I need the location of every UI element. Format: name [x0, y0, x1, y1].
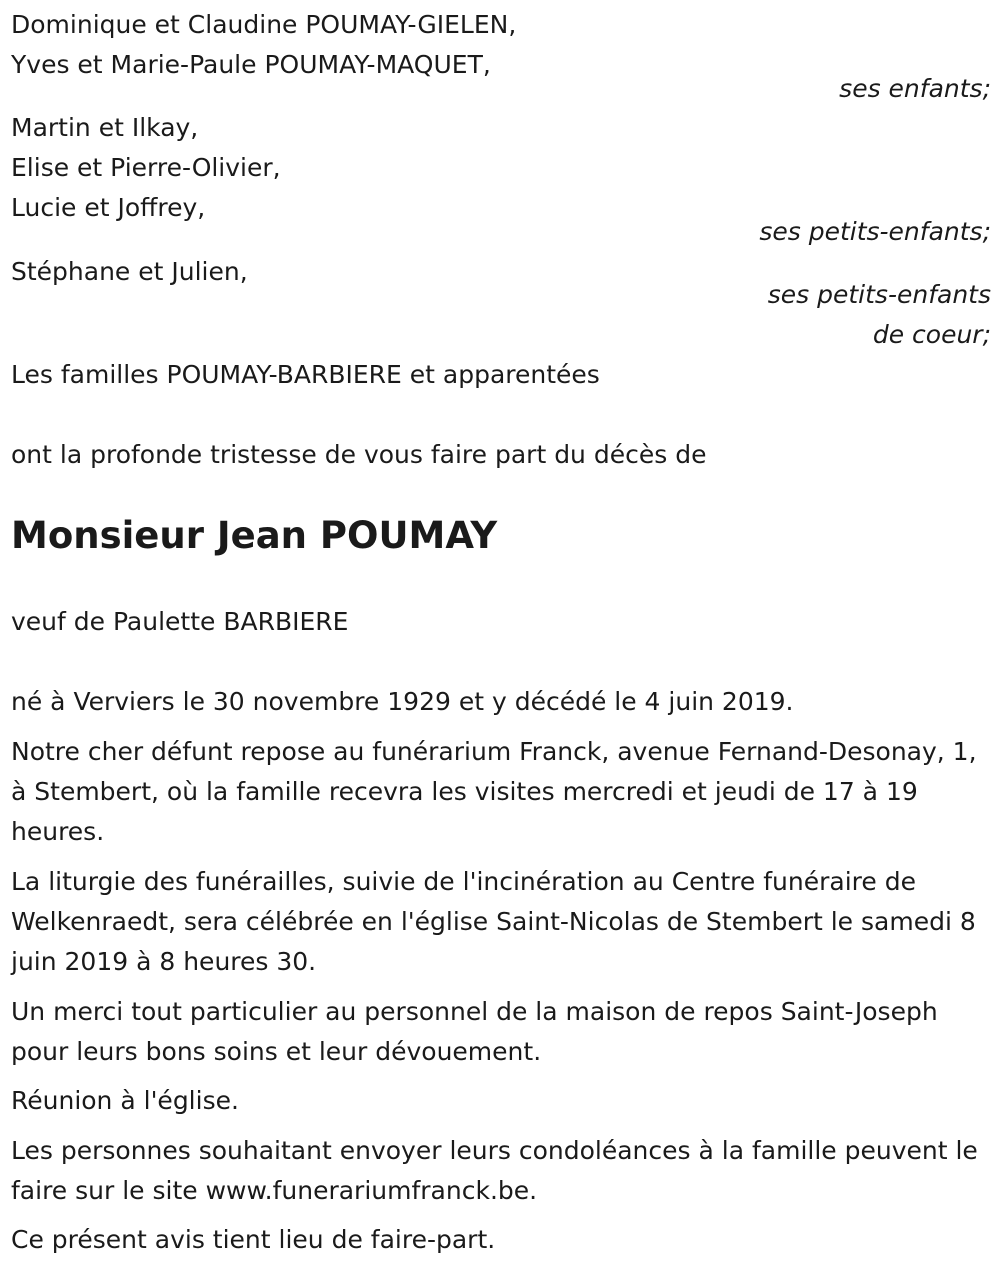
children-role: ses enfants; — [839, 74, 991, 103]
families-line: Les familles POUMAY-BARBIERE et apparentées — [11, 360, 600, 389]
heart-grandchildren-role-continued: de coeur; — [872, 320, 991, 349]
condolences-paragraph: Les personnes souhaitant envoyer leurs condoléances à la famille peuvent le faire sur le site www.funerariumfranck.be. — [11, 1136, 978, 1205]
grandchild-name: Martin et Ilkay, — [11, 113, 199, 142]
meeting-paragraph: Réunion à l'église. — [11, 1086, 239, 1115]
closing-paragraph: Ce présent avis tient lieu de faire-part. — [11, 1225, 496, 1254]
grandchild-name: Elise et Pierre-Olivier, — [11, 153, 281, 182]
deceased-name: Monsieur Jean POUMAY — [11, 514, 498, 557]
widower-line: veuf de Paulette BARBIERE — [11, 607, 349, 636]
heart-grandchildren-role: ses petits-enfants — [767, 280, 991, 309]
child-name: Dominique et Claudine POUMAY-GIELEN, — [11, 10, 517, 39]
grandchildren-role: ses petits-enfants; — [759, 217, 991, 246]
funerarium-paragraph: Notre cher défunt repose au funérarium Franck, avenue Fernand-Desonay, 1, à Stembert, où la famille recevra les visites mercredi et jeudi de 17 à 19 heures. — [11, 737, 977, 846]
birth-death-line: né à Verviers le 30 novembre 1929 et y décédé le 4 juin 2019. — [11, 687, 794, 716]
grandchild-name: Lucie et Joffrey, — [11, 193, 206, 222]
thanks-paragraph: Un merci tout particulier au personnel de la maison de repos Saint-Joseph pour leurs bons soins et leur dévouement. — [11, 997, 938, 1066]
liturgy-paragraph: La liturgie des funérailles, suivie de l'incinération au Centre funéraire de Welkenraedt, sera célébrée en l'église Saint-Nicolas de Stembert le samedi 8 juin 2019 à 8 heures 30. — [11, 867, 976, 976]
heart-grandchild-name: Stéphane et Julien, — [11, 257, 248, 286]
child-name: Yves et Marie-Paule POUMAY-MAQUET, — [11, 50, 491, 79]
announcement-line: ont la profonde tristesse de vous faire part du décès de — [11, 440, 707, 469]
